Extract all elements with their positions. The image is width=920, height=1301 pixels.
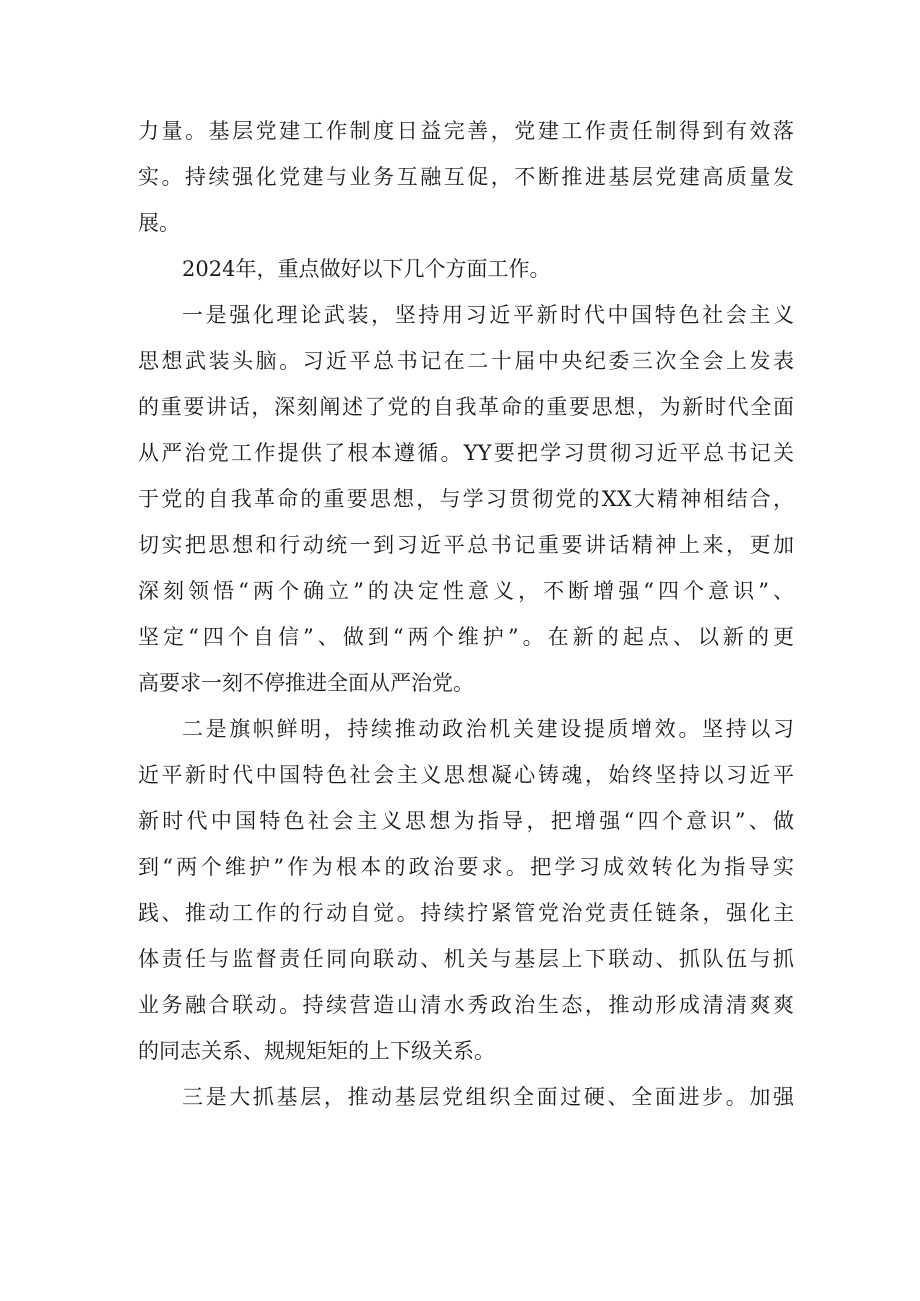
text-line: 从严治党工作提供了根本遵循。YY要把学习贯彻习近平总书记关 (138, 441, 794, 465)
text-line: 深刻领悟“两个确立”的决定性意义，不断增强“四个意识”、 (138, 579, 794, 603)
text-line: 2024年，重点做好以下几个方面工作。 (182, 257, 551, 281)
text-line: 于党的自我革命的重要思想，与学习贯彻党的XX大精神相结合， (138, 487, 794, 511)
document-body (138, 108, 794, 1120)
text-line: 的同志关系、规规矩矩的上下级关系。 (138, 1039, 495, 1063)
text-line: 二是旗帜鲜明，持续推动政治机关建设提质增效。坚持以习 (182, 717, 794, 741)
text-line: 业务融合联动。持续营造山清水秀政治生态，推动形成清清爽爽 (138, 993, 794, 1017)
text-line: 到“两个维护”作为根本的政治要求。把学习成效转化为指导实 (138, 855, 794, 879)
text-line: 思想武装头脑。习近平总书记在二十届中央纪委三次全会上发表 (138, 349, 794, 373)
text-line: 体责任与监督责任同向联动、机关与基层上下联动、抓队伍与抓 (138, 947, 794, 971)
text-line: 近平新时代中国特色社会主义思想凝心铸魂，始终坚持以习近平 (138, 763, 794, 787)
text-line: 切实把思想和行动统一到习近平总书记重要讲话精神上来，更加 (138, 533, 794, 557)
text-line: 坚定“四个自信”、做到“两个维护”。在新的起点、以新的更 (138, 625, 794, 649)
text-line: 力量。基层党建工作制度日益完善，党建工作责任制得到有效落 (138, 119, 794, 143)
text-line: 一是强化理论武装，坚持用习近平新时代中国特色社会主义 (182, 303, 794, 327)
text-line: 实。持续强化党建与业务互融互促，不断推进基层党建高质量发 (138, 165, 794, 189)
text-line: 的重要讲话，深刻阐述了党的自我革命的重要思想，为新时代全面 (138, 395, 794, 419)
text-line: 三是大抓基层，推动基层党组织全面过硬、全面进步。加强 (182, 1085, 794, 1109)
text-line: 新时代中国特色社会主义思想为指导，把增强“四个意识”、做 (138, 809, 794, 833)
text-line: 高要求一刻不停推进全面从严治党。 (138, 671, 474, 695)
text-line: 践、推动工作的行动自觉。持续拧紧管党治党责任链条，强化主 (138, 901, 794, 925)
text-line: 展。 (138, 211, 180, 235)
